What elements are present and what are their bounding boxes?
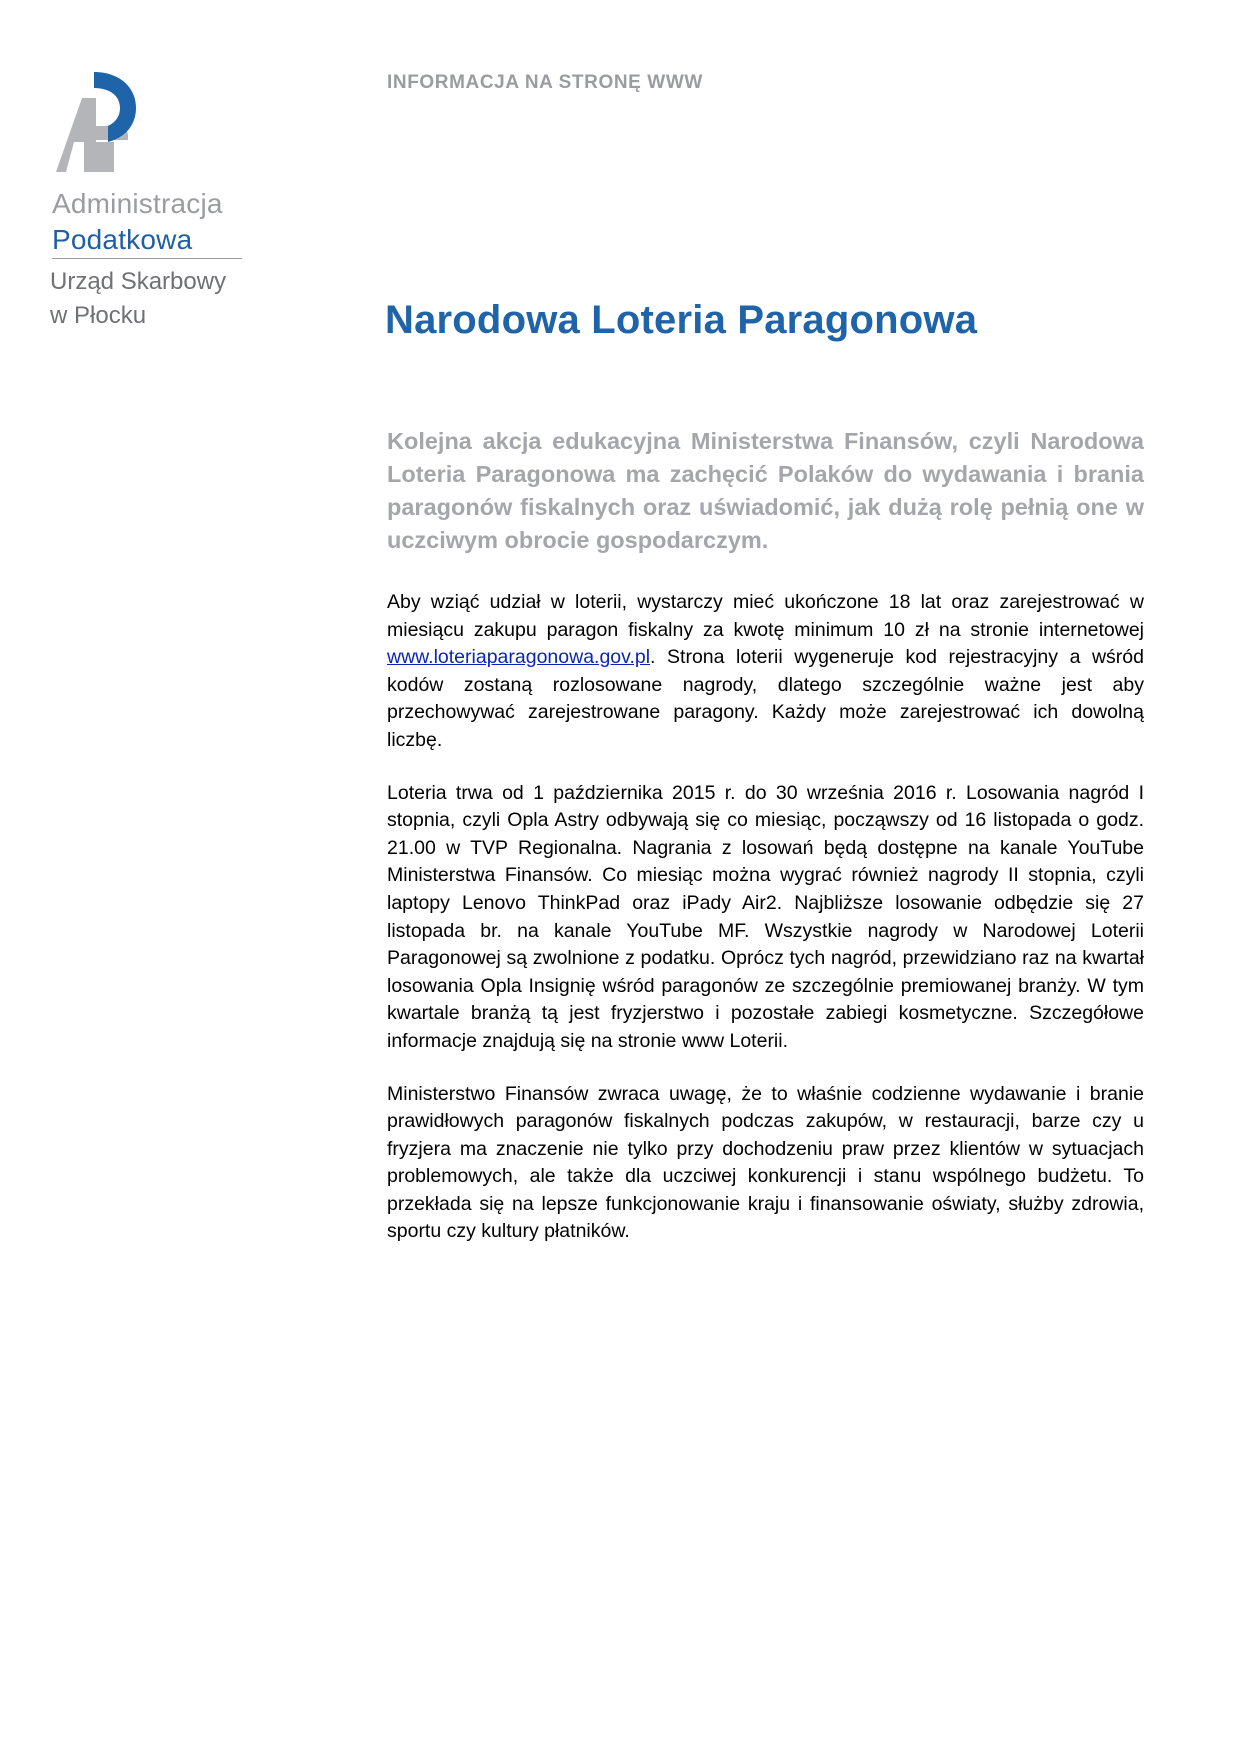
lead-paragraph: Kolejna akcja edukacyjna Ministerstwa Finansów, czyli Narodowa Loteria Paragonowa ma zachęcić Polaków do wydawania i brania paragonów fiskalnych oraz uświadomić, jak dużą rolę pełnią one w uczciwym obrocie gospodarczym. <box>387 428 1144 553</box>
paragraph-prizes: Loteria trwa od 1 października 2015 r. do 30 września 2016 r. Losowania nagród I stopnia, czyli Opla Astry odbywają się co miesiąc, począwszy od 16 listopada o godz. 21.00 w TVP Regionalna. Nagrania z losowań będą dostępne na kanale YouTube Ministerstwa Finansów. Co miesiąc można wygrać również nagrody II stopnia, czyli laptopy Lenovo ThinkPad oraz iPady Air2. Najbliższe losowanie odbędzie się 27 listopada br. na kanale YouTube MF. Wszystkie nagrody w Narodowej Loterii Paragonowej są zwolnione z podatku. Oprócz tych nagród, przewidziano raz na kwartał losowania Opla Insignię wśród paragonów ze szczególnie premiowanej branży. W tym kwartale branżą tą jest fryzjerstwo i pozostałe zabiegi kosmetyczne. Szczegółowe informacje znajdują się na stronie www Loterii. <box>387 781 1144 1052</box>
office-line-1: Urząd Skarbowy <box>50 268 227 295</box>
logo-wordmark <box>52 186 223 258</box>
office-name <box>50 265 226 333</box>
header-label: INFORMACJA NA STRONĘ WWW <box>387 72 703 93</box>
paragraph-registration <box>387 589 1144 755</box>
administracja-podatkowa-logo-icon <box>52 70 142 174</box>
paragraph-ministry: Ministerstwo Finansów zwraca uwagę, że to właśnie codzienne wydawanie i branie prawidłowych paragonów fiskalnych podczas zakupów, w restauracji, barze czy u fryzjera ma znaczenie nie tylko przy dochodzeniu praw przez klientów w sytuacjach problemowych, ale także dla uczciwej konkurencji i stanu wspólnego budżetu. To przekłada się na lepsze funkcjonowanie kraju i finansowanie oświaty, służby zdrowia, sportu czy kultury płatników. <box>387 1082 1144 1243</box>
logo-divider <box>52 258 242 259</box>
article-body <box>387 425 1144 1271</box>
logo-line-administracja: Administracja <box>52 188 223 219</box>
lottery-website-link[interactable]: www.loteriaparagonowa.gov.pl <box>387 646 651 669</box>
paragraph-registration-text-start: Aby wziąć udział w loterii, wystarczy mieć ukończone 18 lat oraz zarejestrować w miesiącu zakupu paragon fiskalny za kwotę minimum 10 zł na stronie internetowej <box>387 591 1144 641</box>
page-title: Narodowa Loteria Paragonowa <box>385 298 978 342</box>
paragraph-registration-text-end: . Strona loterii wygeneruje kod rejestracyjny a wśród kodów zostaną rozlosowane nagrody, dlatego szczególnie ważne jest aby przechowywać zarejestrowane paragony. Każdy może zarejestrować ich dowolną liczbę. <box>387 646 1144 751</box>
office-line-2: w Płocku <box>50 302 147 329</box>
logo-line-podatkowa: Podatkowa <box>52 224 193 255</box>
